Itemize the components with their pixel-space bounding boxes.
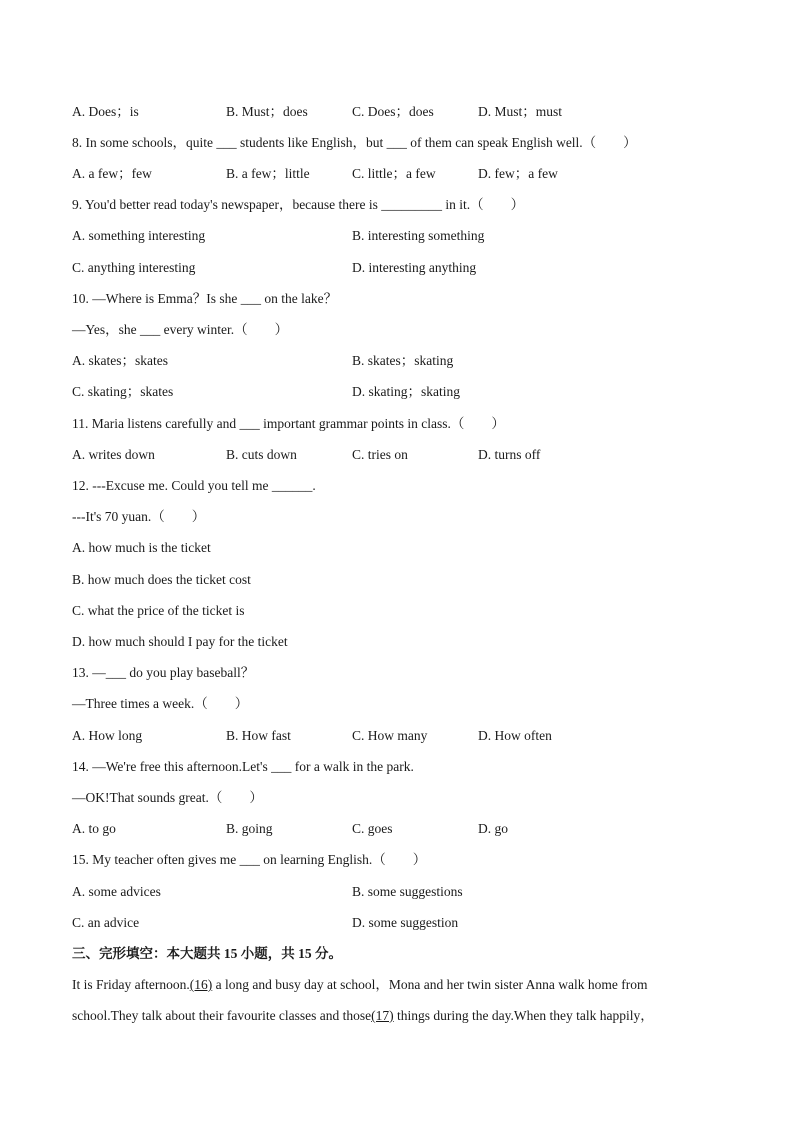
q8-stem: 8. In some schools，quite ___ students like English，but ___ of them can speak English well.（ ） bbox=[72, 135, 637, 150]
q9-option-c: C. anything interesting bbox=[72, 260, 196, 275]
q7-option-a: A. Does；is bbox=[72, 104, 139, 119]
q12-option-a: A. how much is the ticket bbox=[72, 540, 211, 555]
q8-option-c: C. little；a few bbox=[352, 166, 436, 181]
q7-option-d: D. Must；must bbox=[478, 104, 563, 119]
q9-option-a: A. something interesting bbox=[72, 228, 206, 243]
q14-option-b: B. going bbox=[226, 821, 273, 836]
passage-text: It is Friday afternoon. bbox=[72, 977, 190, 992]
q10-option-d: D. skating；skating bbox=[352, 384, 460, 399]
q11-option-a: A. writes down bbox=[72, 447, 155, 462]
q10-stem: 10. —Where is Emma？Is she ___ on the lake？ bbox=[72, 291, 338, 306]
q13-option-d: D. How often bbox=[478, 728, 552, 743]
q9-option-b: B. interesting something bbox=[352, 228, 485, 243]
q13-option-a: A. How long bbox=[72, 728, 143, 743]
q12-stem-reply: ---It's 70 yuan.（ ） bbox=[72, 509, 206, 524]
q13-stem: 13. —___ do you play baseball？ bbox=[72, 665, 255, 680]
q15-option-a: A. some advices bbox=[72, 884, 161, 899]
section-heading: 三、完形填空：本大题共 15 小题，共 15 分。 bbox=[72, 946, 342, 961]
q12-option-b: B. how much does the ticket cost bbox=[72, 572, 251, 587]
q9-stem: 9. You'd better read today's newspaper，because there is _________ in it.（ ） bbox=[72, 197, 525, 212]
q12-stem: 12. ---Excuse me. Could you tell me ______. bbox=[72, 478, 316, 493]
q10-option-a: A. skates；skates bbox=[72, 353, 168, 368]
blank-17: (17) bbox=[371, 1008, 394, 1023]
passage-text: things during the day.When they talk happily， bbox=[393, 1008, 654, 1023]
q15-option-c: C. an advice bbox=[72, 915, 140, 930]
passage-text: a long and busy day at school，Mona and her twin sister Anna walk home from bbox=[212, 977, 648, 992]
q14-stem: 14. —We're free this afternoon.Let's ___ for a walk in the park. bbox=[72, 759, 414, 774]
q12-option-c: C. what the price of the ticket is bbox=[72, 603, 245, 618]
passage-line-2 bbox=[72, 1007, 654, 1025]
q8-option-a: A. a few；few bbox=[72, 166, 152, 181]
q10-option-b: B. skates；skating bbox=[352, 353, 454, 368]
q13-option-c: C. How many bbox=[352, 728, 428, 743]
q7-option-b: B. Must；does bbox=[226, 104, 308, 119]
q9-option-d: D. interesting anything bbox=[352, 260, 477, 275]
q15-option-b: B. some suggestions bbox=[352, 884, 463, 899]
q14-option-d: D. go bbox=[478, 821, 508, 836]
q12-option-d: D. how much should I pay for the ticket bbox=[72, 634, 288, 649]
passage-text: school.They talk about their favourite classes and those bbox=[72, 1008, 372, 1023]
q14-option-c: C. goes bbox=[352, 821, 393, 836]
passage-line-1 bbox=[72, 976, 648, 994]
q7-option-c: C. Does；does bbox=[352, 104, 434, 119]
q13-option-b: B. How fast bbox=[226, 728, 291, 743]
q15-option-d: D. some suggestion bbox=[352, 915, 459, 930]
q11-option-d: D. turns off bbox=[478, 447, 541, 462]
q11-option-b: B. cuts down bbox=[226, 447, 297, 462]
q13-stem-reply: —Three times a week.（ ） bbox=[72, 696, 249, 711]
q8-option-b: B. a few；little bbox=[226, 166, 310, 181]
q11-stem: 11. Maria listens carefully and ___ important grammar points in class.（ ） bbox=[72, 416, 505, 431]
q11-option-c: C. tries on bbox=[352, 447, 408, 462]
q15-stem: 15. My teacher often gives me ___ on learning English.（ ） bbox=[72, 852, 427, 867]
q10-option-c: C. skating；skates bbox=[72, 384, 174, 399]
blank-16: (16) bbox=[189, 977, 213, 992]
q14-stem-reply: —OK!That sounds great.（ ） bbox=[72, 790, 263, 805]
q10-stem-reply: —Yes，she ___ every winter.（ ） bbox=[72, 322, 289, 337]
q14-option-a: A. to go bbox=[72, 821, 116, 836]
q8-option-d: D. few；a few bbox=[478, 166, 558, 181]
